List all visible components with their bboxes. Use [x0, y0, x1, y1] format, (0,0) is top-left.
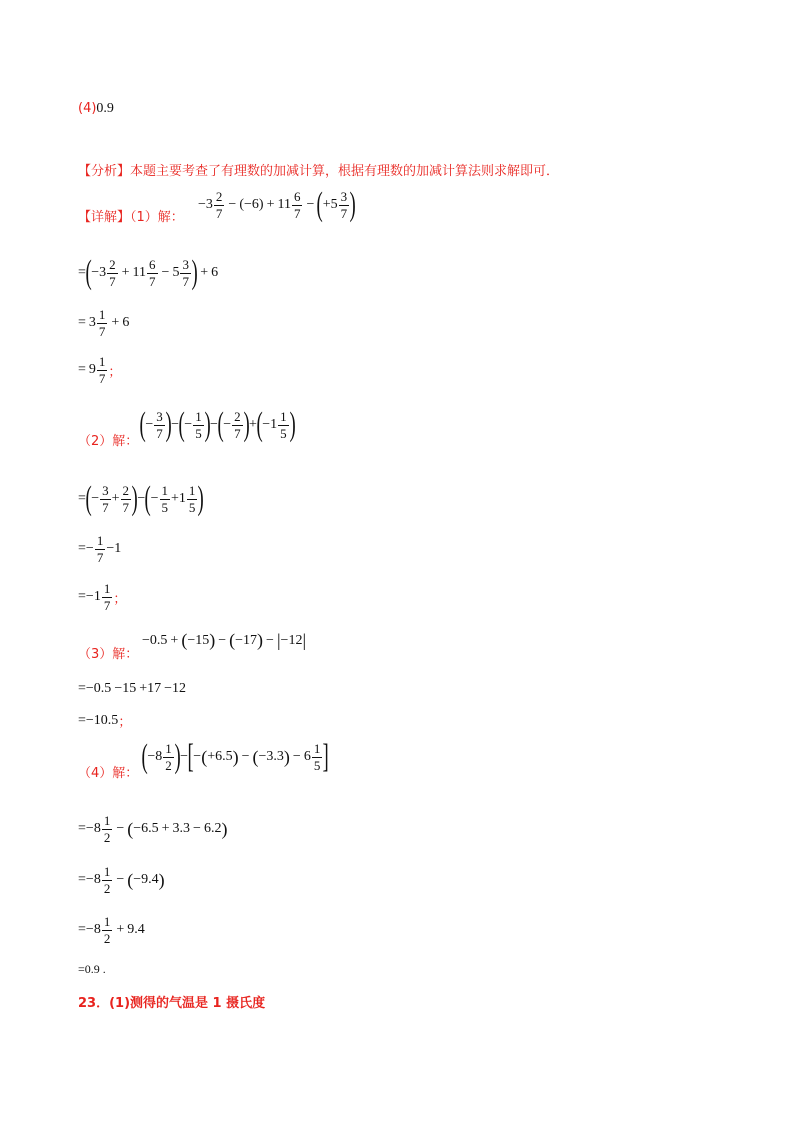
- q1-step2: = 3 $\frac{1}{7}$ + 6: [78, 307, 130, 339]
- q1-result: = 9 $\frac{1}{7}$ ；: [78, 354, 122, 386]
- q4-step1: = − 8 $\frac{1}{2}$ − ( − 6.5 + 3.3 − 6.2 ): [78, 813, 228, 845]
- analysis-text: 【分析】本题主要考查了有理数的加减计算，根据有理数的加减计算法则求解即可．: [78, 164, 560, 179]
- q2-expression: ( − $\frac{3}{7}$ ) − ( − $\frac{1}{5}$ ) − ( − $\frac{2}{7}$ ) + ( − 1 $\frac{1}{5}$ ): [139, 406, 296, 443]
- q3-step1: = −0.5 − 15 + 17 − 12: [78, 681, 187, 696]
- part4-value: 0.9: [96, 101, 114, 116]
- q2-step1: = ( − $\frac{3}{7}$ + $\frac{2}{7}$ ) − ( − $\frac{1}{5}$ + 1 $\frac{1}{5}$ ): [78, 480, 205, 517]
- q4-step3: = − 8 $\frac{1}{2}$ + 9.4: [78, 914, 145, 946]
- q4-label: （4）解：: [78, 766, 139, 781]
- part4-answer-line: [78, 97, 114, 117]
- q1-expression: − 3 $\frac{2}{7}$ − ( −6 ) + 11 $\frac{6}{7}$ − ( + 5 $\frac{3}{7}$ ): [198, 186, 356, 223]
- q2-step2: = − $\frac{1}{7}$ − 1: [78, 533, 122, 565]
- q3-label: （3）解：: [78, 647, 139, 662]
- detail-label: 【详解】（1）解：: [78, 210, 184, 225]
- q2-result: = − 1 $\frac{1}{7}$ ；: [78, 581, 127, 613]
- part4-label: (4): [78, 101, 97, 116]
- q2-label: （2）解：: [78, 434, 139, 449]
- q3-expression: −0.5 + ( −15 ) − ( −17 ) − | −12 |: [142, 630, 307, 650]
- q4-expression: ( − 8 $\frac{1}{2}$ ) − [ − ( +6.5 ) − ( −3.3 ) − 6 $\frac{1}{5}$ ]: [141, 738, 330, 775]
- q4-result: = 0.9 .: [78, 962, 106, 976]
- question-23-answer: 23．(1)测得的气温是 1 摄氏度: [78, 996, 266, 1011]
- q3-result: = −10.5 ；: [78, 712, 132, 730]
- q1-step1: = ( − 3 $\frac{2}{7}$ + 11 $\frac{6}{7}$ − 5 $\frac{3}{7}$ ) + 6: [78, 254, 219, 291]
- q4-step2: = − 8 $\frac{1}{2}$ − ( −9.4 ): [78, 864, 165, 896]
